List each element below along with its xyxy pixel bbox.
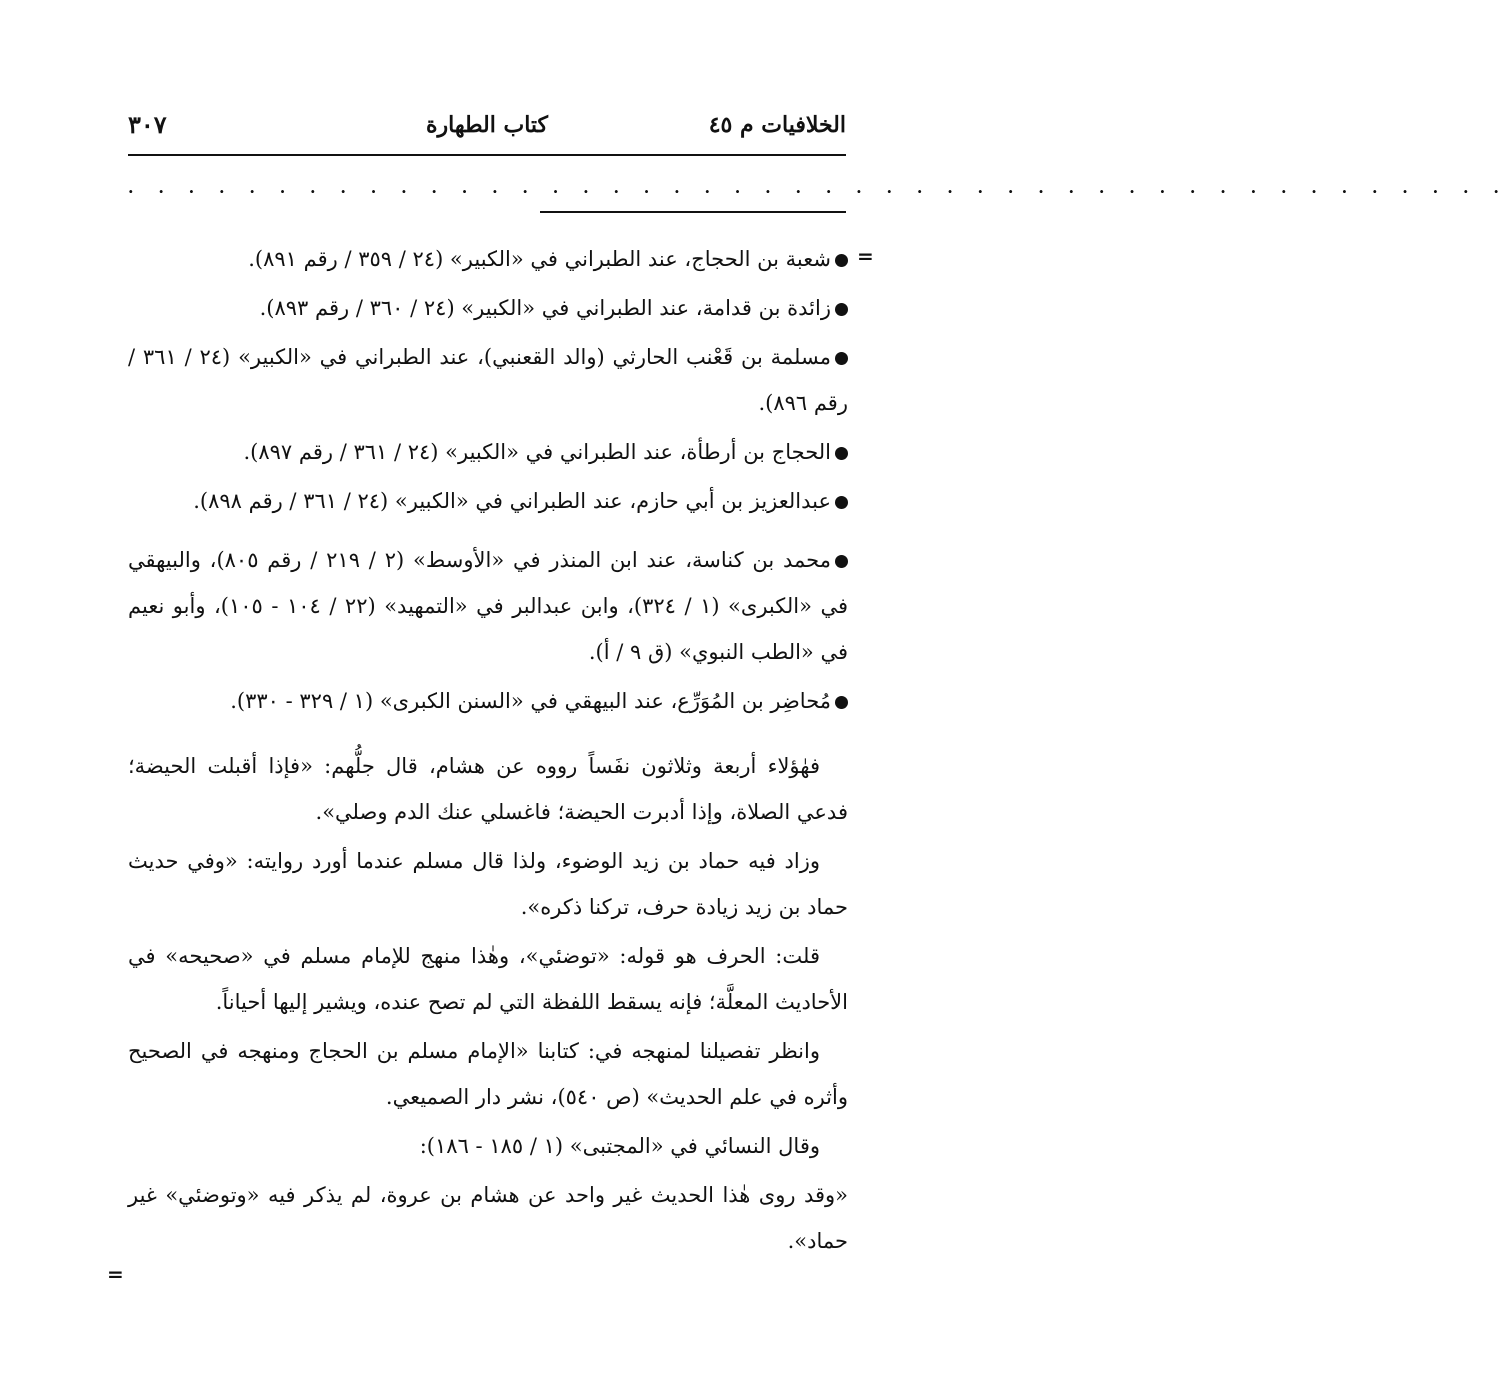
footnote-text: مسلمة بن قَعْنب الحارثي (والد القعنبي)، عند الطبراني في «الكبير» (٢٤ / ٣٦١ / رقم ٨٩٦). bbox=[128, 345, 848, 415]
footnote-item bbox=[128, 236, 848, 282]
footnote-item bbox=[128, 429, 848, 475]
bullet-icon bbox=[835, 254, 848, 267]
footnote-item bbox=[128, 285, 848, 331]
quoted-paragraph: «وقد روى هٰذا الحديث غير واحد عن هشام بن عروة، لم يذكر فيه «وتوضئي» غير حماد». bbox=[128, 1183, 848, 1253]
spacer bbox=[128, 727, 848, 743]
body-paragraph: وقال النسائي في «المجتبى» (١ / ١٨٥ - ١٨٦): bbox=[419, 1134, 820, 1158]
bullet-icon bbox=[835, 696, 848, 709]
dotted-separator: . . . . . . . . . . . . . . . . . . . . . . . . . . . . . . . . . . . . . . . . . . . . . . bbox=[128, 178, 1509, 197]
bullet-icon bbox=[835, 447, 848, 460]
footnote-text: عبدالعزيز بن أبي حازم، عند الطبراني في «الكبير» (٢٤ / ٣٦١ / رقم ٨٩٨). bbox=[193, 489, 831, 513]
footnote-item bbox=[128, 537, 848, 675]
continuation-mark-top: = bbox=[857, 244, 874, 268]
footnote-item bbox=[128, 334, 848, 426]
bullet-icon bbox=[835, 303, 848, 316]
footnote-text: زائدة بن قدامة، عند الطبراني في «الكبير» (٢٤ / ٣٦٠ / رقم ٨٩٣). bbox=[259, 296, 831, 320]
spacer bbox=[128, 527, 848, 537]
page-body bbox=[128, 236, 848, 1267]
bullet-icon bbox=[835, 555, 848, 568]
footnote-item bbox=[128, 478, 848, 524]
bullet-icon bbox=[835, 352, 848, 365]
footnote-text: محمد بن كناسة، عند ابن المنذر في «الأوسط» (٢ / ٢١٩ / رقم ٨٠٥)، والبيهقي في «الكبرى» (١ / ٣٢٤)، وابن عبدالبر في «التمهيد» (٢٢ / ١٠٤ - ١٠٥)، وأبو نعيم في «الطب النبوي» (ق ٩ / أ). bbox=[128, 548, 849, 664]
running-title: الخلافيات م ٤٥ bbox=[708, 112, 846, 138]
footnote-text: شعبة بن الحجاج، عند الطبراني في «الكبير» (٢٤ / ٣٥٩ / رقم ٨٩١). bbox=[248, 247, 831, 271]
footnote-text: الحجاج بن أرطأة، عند الطبراني في «الكبير» (٢٤ / ٣٦١ / رقم ٨٩٧). bbox=[243, 440, 831, 464]
header-rule bbox=[128, 154, 846, 156]
body-paragraph: قلت: الحرف هو قوله: «توضئي»، وهٰذا منهج للإمام مسلم في «صحيحه» في الأحاديث المعلَّة؛ فإنه يسقط اللفظة التي لم تصح عنده، ويشير إليها أحياناً. bbox=[128, 944, 848, 1014]
body-paragraph: وانظر تفصيلنا لمنهجه في: كتابنا «الإمام مسلم بن الحجاج ومنهجه في الصحيح وأثره في علم الحديث» (ص ٥٤٠)، نشر دار الصميعي. bbox=[128, 1039, 848, 1109]
body-paragraph: وزاد فيه حماد بن زيد الوضوء، ولذا قال مسلم عندما أورد روايته: «وفي حديث حماد بن زيد زيادة حرف، تركنا ذكره». bbox=[128, 849, 848, 919]
footnote-rule bbox=[540, 211, 846, 213]
footnote-item bbox=[128, 678, 848, 724]
page-number: ٣٠٧ bbox=[128, 110, 167, 139]
page-header bbox=[128, 106, 846, 150]
bullet-icon bbox=[835, 496, 848, 509]
continuation-mark-bottom: = bbox=[107, 1262, 124, 1286]
chapter-title: كتاب الطهارة bbox=[425, 112, 549, 138]
footnote-text: مُحاضِر بن المُوَرِّع، عند البيهقي في «السنن الكبرى» (١ / ٣٢٩ - ٣٣٠). bbox=[230, 689, 831, 713]
body-paragraph: فهٰؤلاء أربعة وثلاثون نفَساً رووه عن هشام، قال جلُّهم: «فإذا أقبلت الحيضة؛ فدعي الصلاة، وإذا أدبرت الحيضة؛ فاغسلي عنك الدم وصلي». bbox=[128, 754, 848, 824]
